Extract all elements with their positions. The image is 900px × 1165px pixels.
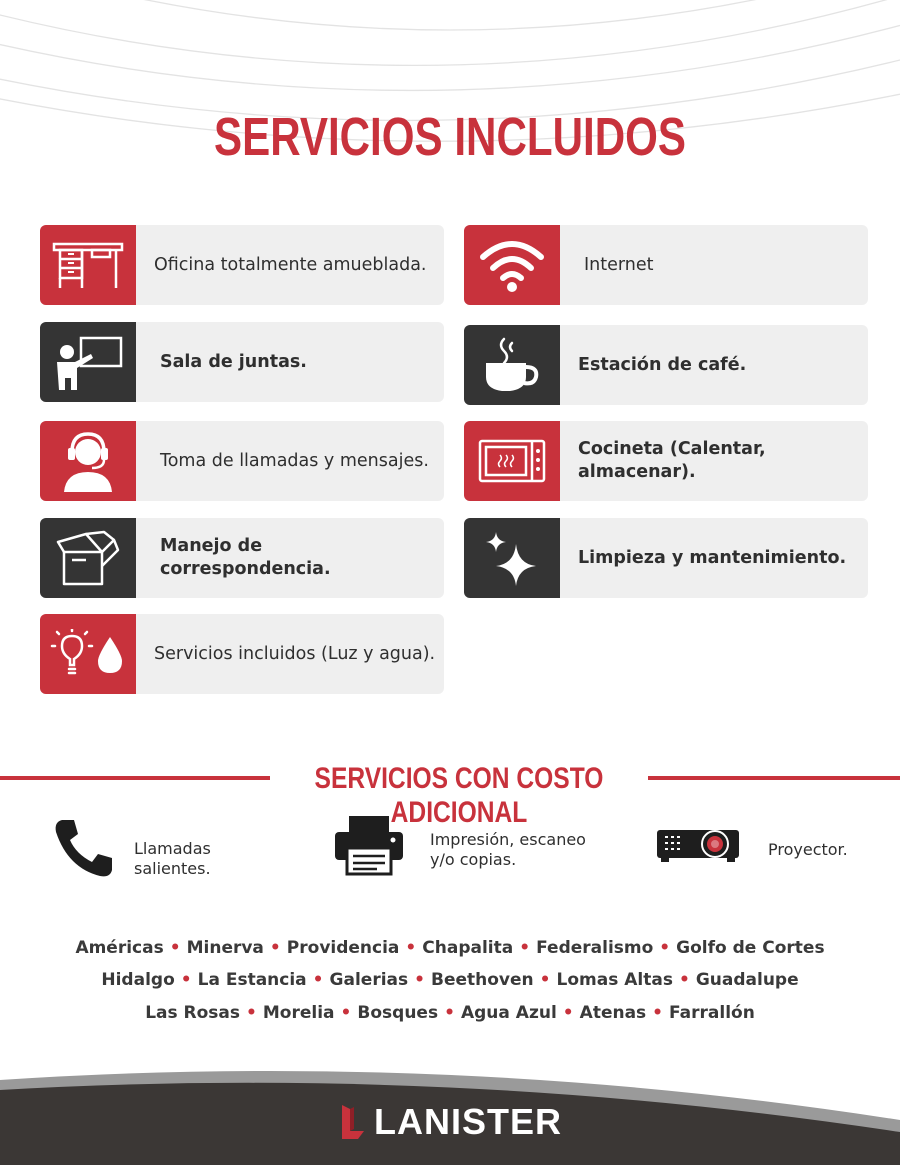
separator-dot: • bbox=[678, 970, 690, 990]
service-tile bbox=[464, 225, 560, 305]
location-name: Hidalgo bbox=[101, 970, 175, 990]
brand-name: LANISTER bbox=[374, 1101, 562, 1142]
separator-dot: • bbox=[659, 938, 671, 958]
separator-dot: • bbox=[562, 1003, 574, 1023]
service-card-cleaning bbox=[464, 518, 868, 598]
service-tile bbox=[40, 614, 136, 694]
location-name: Federalismo bbox=[536, 938, 654, 958]
separator-dot: • bbox=[169, 938, 181, 958]
locations-line-3 bbox=[0, 1003, 900, 1023]
service-card-office bbox=[40, 225, 444, 305]
separator-dot: • bbox=[652, 1003, 664, 1023]
sparkles-icon bbox=[482, 530, 542, 586]
location-name: Chapalita bbox=[422, 938, 514, 958]
page-title: SERVICIOS INCLUIDOS bbox=[214, 107, 686, 167]
service-label: Toma de llamadas y mensajes. bbox=[160, 450, 429, 471]
location-name: Agua Azul bbox=[460, 1003, 557, 1023]
service-card-coffee bbox=[464, 325, 868, 405]
location-name: Las Rosas bbox=[145, 1003, 241, 1023]
service-label: Cocineta (Calentar, almacenar). bbox=[578, 439, 766, 482]
service-label: Sala de juntas. bbox=[160, 351, 307, 372]
service-card-utilities bbox=[40, 614, 444, 694]
separator-dot: • bbox=[340, 1003, 352, 1023]
location-name: Providencia bbox=[286, 938, 400, 958]
service-tile bbox=[40, 322, 136, 402]
coffee-cup-icon bbox=[480, 335, 544, 395]
service-label: Internet bbox=[584, 254, 654, 275]
service-card-kitchenette bbox=[464, 421, 868, 501]
open-box-icon bbox=[56, 530, 120, 586]
extra-label: Impresión, escaneo y/o copias. bbox=[430, 830, 586, 869]
divider-left bbox=[0, 776, 270, 780]
wifi-icon bbox=[477, 237, 547, 293]
bulb-and-drop-icon bbox=[50, 629, 126, 679]
locations-line-1 bbox=[0, 938, 900, 958]
separator-dot: • bbox=[519, 938, 531, 958]
phone-icon bbox=[52, 816, 116, 880]
location-name: Bosques bbox=[357, 1003, 439, 1023]
separator-dot: • bbox=[269, 938, 281, 958]
location-name: Minerva bbox=[186, 938, 264, 958]
service-card-internet bbox=[464, 225, 868, 305]
separator-dot: • bbox=[246, 1003, 257, 1023]
service-label: Oficina totalmente amueblada. bbox=[154, 254, 427, 275]
lanister-logo-icon bbox=[340, 1103, 366, 1141]
location-name: Beethoven bbox=[431, 970, 534, 990]
service-label: Estación de café. bbox=[578, 354, 747, 375]
service-tile bbox=[464, 421, 560, 501]
separator-dot: • bbox=[312, 970, 324, 990]
location-name: Morelia bbox=[262, 1003, 335, 1023]
location-name: La Estancia bbox=[197, 970, 307, 990]
locations-line-2 bbox=[0, 970, 900, 990]
service-label: Manejo de correspondencia. bbox=[160, 536, 331, 579]
service-label: Limpieza y mantenimiento. bbox=[578, 547, 847, 568]
separator-dot: • bbox=[405, 938, 417, 958]
location-name: Guadalupe bbox=[695, 970, 799, 990]
additional-title: SERVICIOS CON COSTO ADICIONAL bbox=[314, 762, 604, 829]
service-card-mail bbox=[40, 518, 444, 598]
location-name: Atenas bbox=[579, 1003, 647, 1023]
headset-operator-icon bbox=[58, 428, 118, 494]
location-name: Lomas Altas bbox=[556, 970, 673, 990]
location-name: Américas bbox=[75, 938, 164, 958]
divider-right bbox=[648, 776, 900, 780]
printer-icon bbox=[333, 814, 405, 876]
service-card-meeting-room bbox=[40, 322, 444, 402]
presenter-board-icon bbox=[51, 332, 125, 392]
separator-dot: • bbox=[414, 970, 425, 990]
projector-icon bbox=[655, 826, 741, 864]
desk-icon bbox=[52, 240, 124, 290]
location-name: Golfo de Cortes bbox=[676, 938, 825, 958]
service-label: Servicios incluidos (Luz y agua). bbox=[154, 643, 436, 664]
brand-logo bbox=[340, 1100, 562, 1144]
location-name: Farrallón bbox=[669, 1003, 755, 1023]
separator-dot: • bbox=[180, 970, 192, 990]
separator-dot: • bbox=[539, 970, 551, 990]
background-arcs bbox=[0, 0, 900, 200]
service-tile bbox=[40, 421, 136, 501]
microwave-icon bbox=[478, 439, 546, 483]
extra-label: Proyector. bbox=[768, 840, 848, 859]
service-tile bbox=[40, 518, 136, 598]
service-tile bbox=[40, 225, 136, 305]
service-tile bbox=[464, 325, 560, 405]
extra-label: Llamadas salientes. bbox=[134, 839, 211, 878]
location-name: Galerias bbox=[329, 970, 409, 990]
service-tile bbox=[464, 518, 560, 598]
separator-dot: • bbox=[444, 1003, 455, 1023]
service-card-calls bbox=[40, 421, 444, 501]
